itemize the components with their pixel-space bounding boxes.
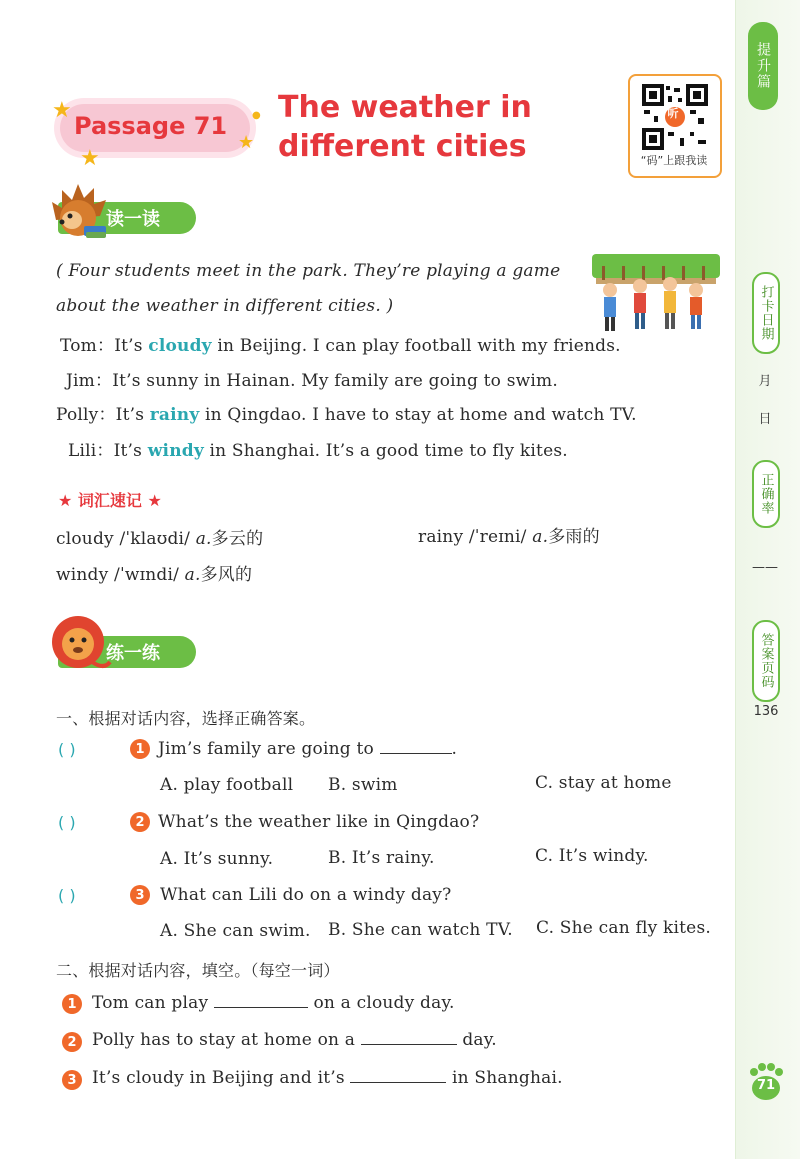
page-title — [278, 88, 608, 166]
intro-line-1: ( Four students meet in the park. They’re playing a game — [56, 261, 561, 281]
highlight-word: windy — [147, 441, 204, 461]
title-line-2: different cities — [278, 129, 527, 164]
accuracy-label: 正确率 — [752, 460, 780, 528]
checkin-date-label: 打卡日期 — [752, 272, 780, 354]
answer-page-number: 136 — [753, 704, 779, 719]
q2-option-a: A. It’s sunny. — [160, 849, 274, 869]
answer-paren[interactable]: ( ) — [58, 886, 76, 905]
vocab-phonetic: /ˈreɪni/ — [468, 527, 527, 547]
dialogue-text: in Beijing. I can play football with my friends. — [211, 336, 621, 356]
speaker-name: Polly： — [56, 405, 116, 425]
answer-page-label: 答案页码 — [752, 620, 780, 702]
highlight-word: rainy — [149, 405, 200, 425]
vocab-pos: a. — [532, 527, 549, 547]
intro-line-2: about the weather in different cities. ) — [56, 296, 394, 316]
q3-option-c: C. She can fly kites. — [536, 918, 711, 938]
answer-blank[interactable] — [214, 993, 308, 1008]
vocab-pos: a. — [184, 565, 201, 585]
dialogue-text: in Qingdao. I have to stay at home and watch TV. — [199, 405, 637, 425]
dialogue-text: in Shanghai. It’s a good time to fly kites. — [203, 441, 568, 461]
practice-section-header: 练一练 — [58, 636, 196, 668]
fill-number-icon: 1 — [62, 994, 82, 1014]
right-sidebar — [735, 0, 800, 1159]
passage-label: Passage 71 — [74, 112, 228, 140]
vocab-word: cloudy — [56, 529, 114, 549]
fill-1 — [92, 993, 455, 1013]
dialogue-text: It’s sunny in Hainan. My family are going to swim. — [112, 371, 558, 391]
answer-blank[interactable] — [350, 1068, 446, 1083]
fill-text: day. — [462, 1030, 497, 1050]
dialogue-line-jim — [66, 366, 558, 391]
star-icon: ★ — [238, 132, 255, 153]
fill-number-icon: 2 — [62, 1032, 82, 1052]
question-tail: . — [451, 739, 458, 759]
fill-text: in Shanghai. — [452, 1068, 563, 1088]
star-icon: ★ — [52, 98, 72, 123]
star-icon: ★ — [80, 146, 100, 171]
hedgehog-mascot-icon — [48, 180, 112, 244]
vocab-item-cloudy — [56, 524, 263, 549]
dialogue-line-lili — [68, 436, 568, 461]
q1-option-c: C. stay at home — [535, 773, 672, 793]
read-section-header: 读一读 — [58, 202, 196, 234]
fill-text: on a cloudy day. — [313, 993, 455, 1013]
q2-option-c: C. It’s windy. — [535, 846, 649, 866]
accuracy-line: —— — [752, 560, 778, 575]
answer-blank[interactable] — [361, 1030, 457, 1045]
question-2-text: What’s the weather like in Qingdao? — [158, 812, 480, 832]
vocab-header: ★ 词汇速记 ★ — [58, 491, 162, 510]
speaker-name: Lili： — [68, 441, 114, 461]
part2-title: 二、根据对话内容，填空。（每空一词） — [56, 961, 340, 980]
vocab-meaning: 多云的 — [211, 529, 264, 549]
question-1-text — [158, 739, 457, 759]
question-number-icon: 1 — [130, 739, 150, 759]
vocab-item-rainy — [418, 522, 600, 547]
title-line-1: The weather in — [278, 90, 532, 125]
vocab-meaning: 多风的 — [200, 565, 253, 585]
q1-option-a: A. play football — [160, 775, 294, 795]
dialogue-text: It’s — [115, 405, 150, 425]
question-text: Jim’s family are going to — [158, 739, 374, 759]
page-number: 71 — [756, 1078, 776, 1093]
dialogue-text: It’s — [113, 441, 148, 461]
fill-text: It’s cloudy in Beijing and it’s — [92, 1068, 345, 1088]
fill-number-icon: 3 — [62, 1070, 82, 1090]
day-label: 日 — [758, 412, 772, 427]
vocab-pos: a. — [195, 529, 212, 549]
part1-title: 一、根据对话内容，选择正确答案。 — [56, 709, 316, 728]
vocab-phonetic: /ˈklaʊdi/ — [119, 529, 191, 549]
qr-badge: 听 — [667, 107, 679, 120]
speaker-name: Tom： — [60, 336, 115, 356]
vocab-phonetic: /ˈwɪndi/ — [114, 565, 180, 585]
q3-option-a: A. She can swim. — [160, 921, 311, 941]
answer-paren[interactable]: ( ) — [58, 740, 76, 759]
fill-text: Tom can play — [92, 993, 209, 1013]
q1-option-b: B. swim — [328, 775, 398, 795]
highlight-word: cloudy — [148, 336, 212, 356]
answer-blank[interactable] — [380, 739, 452, 754]
question-number-icon: 3 — [130, 885, 150, 905]
children-in-park-illustration — [592, 254, 720, 336]
q2-option-b: B. It’s rainy. — [328, 848, 435, 868]
vocab-meaning: 多雨的 — [548, 527, 600, 547]
fill-3 — [92, 1068, 563, 1088]
q3-option-b: B. She can watch TV. — [328, 920, 513, 940]
dialogue-text: It’s — [114, 336, 149, 356]
sidebar-tab-level: 提升篇 — [748, 22, 778, 110]
fill-2 — [92, 1030, 497, 1050]
fill-text: Polly has to stay at home on a — [92, 1030, 356, 1050]
qr-caption: “码”上跟我读 — [640, 154, 708, 167]
dialogue-line-tom — [60, 331, 621, 356]
speaker-name: Jim： — [66, 371, 113, 391]
dialogue-line-polly — [56, 400, 637, 425]
month-label: 月 — [758, 374, 772, 389]
answer-paren[interactable]: ( ) — [58, 813, 76, 832]
lion-mascot-icon — [48, 612, 112, 676]
vocab-word: windy — [56, 565, 109, 585]
question-3-text: What can Lili do on a windy day? — [160, 885, 452, 905]
question-number-icon: 2 — [130, 812, 150, 832]
star-icon: ● — [252, 110, 261, 121]
vocab-word: rainy — [418, 527, 464, 547]
vocab-item-windy — [56, 560, 252, 585]
